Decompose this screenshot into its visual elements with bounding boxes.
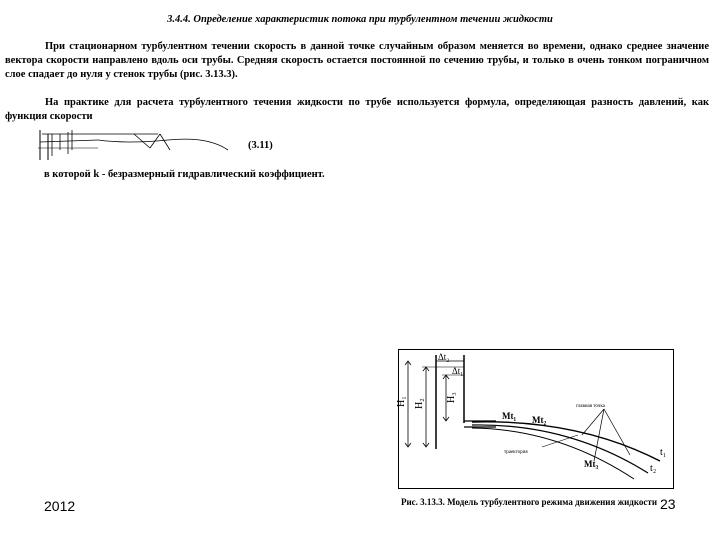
turbulent-flow-figure xyxy=(398,349,674,489)
dl1-label: Δt₁ xyxy=(452,366,464,376)
mt2-label: Mt₂ xyxy=(532,415,547,425)
h2-label: H₂ xyxy=(414,398,425,409)
h3-label: H₃ xyxy=(446,392,457,403)
t2-label: t₂ xyxy=(650,463,657,474)
paragraph-intro: При стационарном турбулентном течении скорость в данной точке случайным образом меняется во времени, однако среднее значение вектора скорости направлено вдоль оси трубы. Средняя скорость остается постоянной по сечению трубы, и только в очень тонком пограничном слое спадает до нуля у стенок трубы (рис. 3.13.3). xyxy=(5,41,709,80)
equation-number: (3.11) xyxy=(248,140,273,151)
page-number: 23 xyxy=(660,496,676,512)
trajectory-1 xyxy=(472,422,660,461)
formula-image xyxy=(38,120,238,164)
dl2-label: Δt₂ xyxy=(438,352,450,362)
footer-year: 2012 xyxy=(44,498,76,514)
t1-label: t₁ xyxy=(660,447,667,458)
mt1-label: Mt₁ xyxy=(502,411,517,421)
paragraph-coefficient: в которой k - безразмерный гидравлический коэффициент. xyxy=(44,169,325,180)
figure-caption: Рис. 3.13.3. Модель турбулентного режима движения жидкости xyxy=(400,497,658,507)
section-heading: 3.4.4. Определение характеристик потока при турбулентном течении жидкости xyxy=(167,14,553,25)
paragraph-formula-intro: На практике для расчета турбулентного течения жидкости по трубе используется формула, определяющая разность давлений, как функция скорости xyxy=(5,97,709,122)
note-main-point: главная точка xyxy=(576,404,605,409)
trajectory-2 xyxy=(472,425,648,473)
note-trajectory: траектория xyxy=(504,450,528,455)
mt3-label: Mt₃ xyxy=(584,459,599,469)
h1-label: H₁ xyxy=(396,396,407,407)
trajectory-3 xyxy=(472,428,634,479)
